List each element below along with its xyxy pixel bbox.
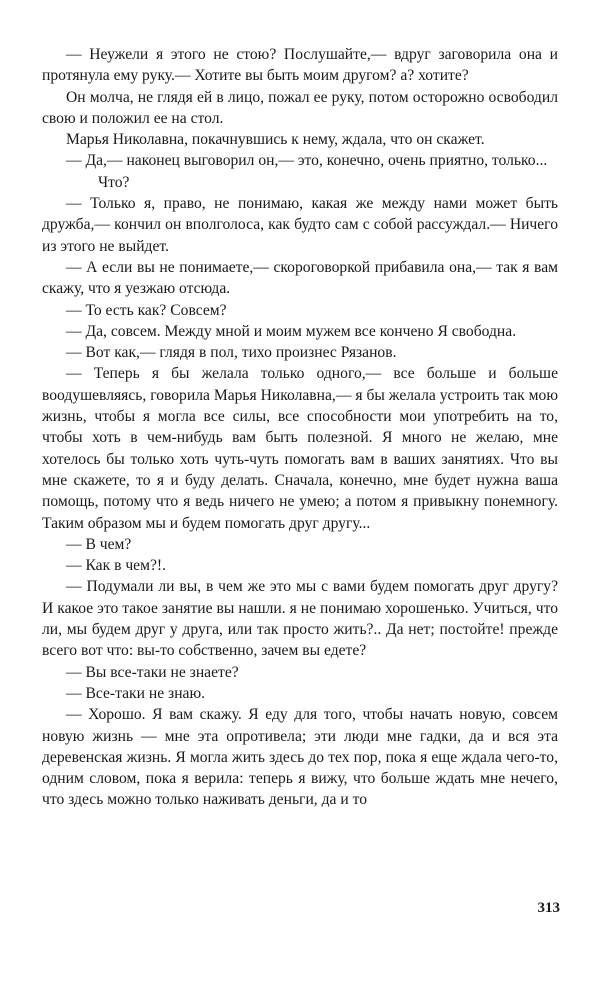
paragraph: — Неужели я этого не стою? Послушайте,— вдруг заговорила она и протянула ему руку.— Хотите вы быть моим другом? а? хотите? — [42, 46, 558, 85]
paragraph: Он молча, не глядя ей в лицо, пожал ее руку, потом осторожно освободил свою и положил ее на стол. — [42, 88, 558, 127]
paragraph: Марья Николавна, покачнувшись к нему, ждала, что он скажет. — [66, 131, 485, 149]
paragraph: — Хорошо. Я вам скажу. Я еду для того, чтобы начать новую, совсем новую жизнь — мне эта опротивела; эти люди мне гадки, да и вся эта деревенская жизнь. Я могла жить здесь до тех пор, пока я еще ждала чего-то, одним словом, пока я верила: теперь я вижу, что больше ждать мне нечего, что здесь можно только наживать деньги, да и то — [42, 706, 558, 809]
paragraph: — Как в чем?!. — [66, 557, 166, 575]
paragraph: — В чем? — [66, 535, 132, 553]
paragraph: — Теперь я бы желала только одного,— все больше и больше воодушевляясь, говорила Марья Николавна,— я бы желала устроить так мою жизнь, чтобы я могла все силы, все способности мои употребить на то, чтобы хоть в чем-нибудь вам быть полезной. Я много не желаю, мне хотелось бы только хоть чуть-чуть помогать вам в ваших занятиях. Что вы мне скажете, то я и буду делать. Сначала, конечно, мне будет нужна ваша помощь, потому что я ведь ничего не умею; а потом я привыкну понемногу. Таким образом мы и будем помогать друг другу... — [42, 365, 558, 532]
paragraph: — Все-таки не знаю. — [66, 684, 206, 702]
paragraph: Что? — [98, 173, 130, 191]
page-number: 313 — [537, 900, 560, 916]
paragraph: — Только я, право, не понимаю, какая же между нами может быть дружба,— кончил он вполголоса, как будто сам с собой рассуждал.— Ничего из этого не выйдет. — [42, 195, 558, 255]
paragraph: — Подумали ли вы, в чем же это мы с вами будем помогать друг другу? И какое это такое занятие вы нашли. я не понимаю хорошенько. Учиться, что ли, мы будем друг у друга, или так просто жить?.. Да нет; постойте! прежде всего вот что: вы-то собственно, зачем вы едете? — [42, 578, 558, 660]
paragraph: — То есть как? Совсем? — [66, 301, 227, 319]
page-text — [42, 44, 558, 811]
paragraph: — А если вы не понимаете,— скороговоркой прибавила она,— так я вам скажу, что я уезжаю отсюда. — [42, 258, 558, 298]
paragraph: — Вы все-таки не знаете? — [66, 663, 239, 681]
paragraph: — Да,— наконец выговорил он,— это, конечно, очень приятно, только... — [66, 152, 548, 170]
paragraph: — Вот как,— глядя в пол, тихо произнес Рязанов. — [66, 344, 397, 362]
paragraph: — Да, совсем. Между мной и моим мужем все кончено Я свободна. — [66, 322, 517, 340]
